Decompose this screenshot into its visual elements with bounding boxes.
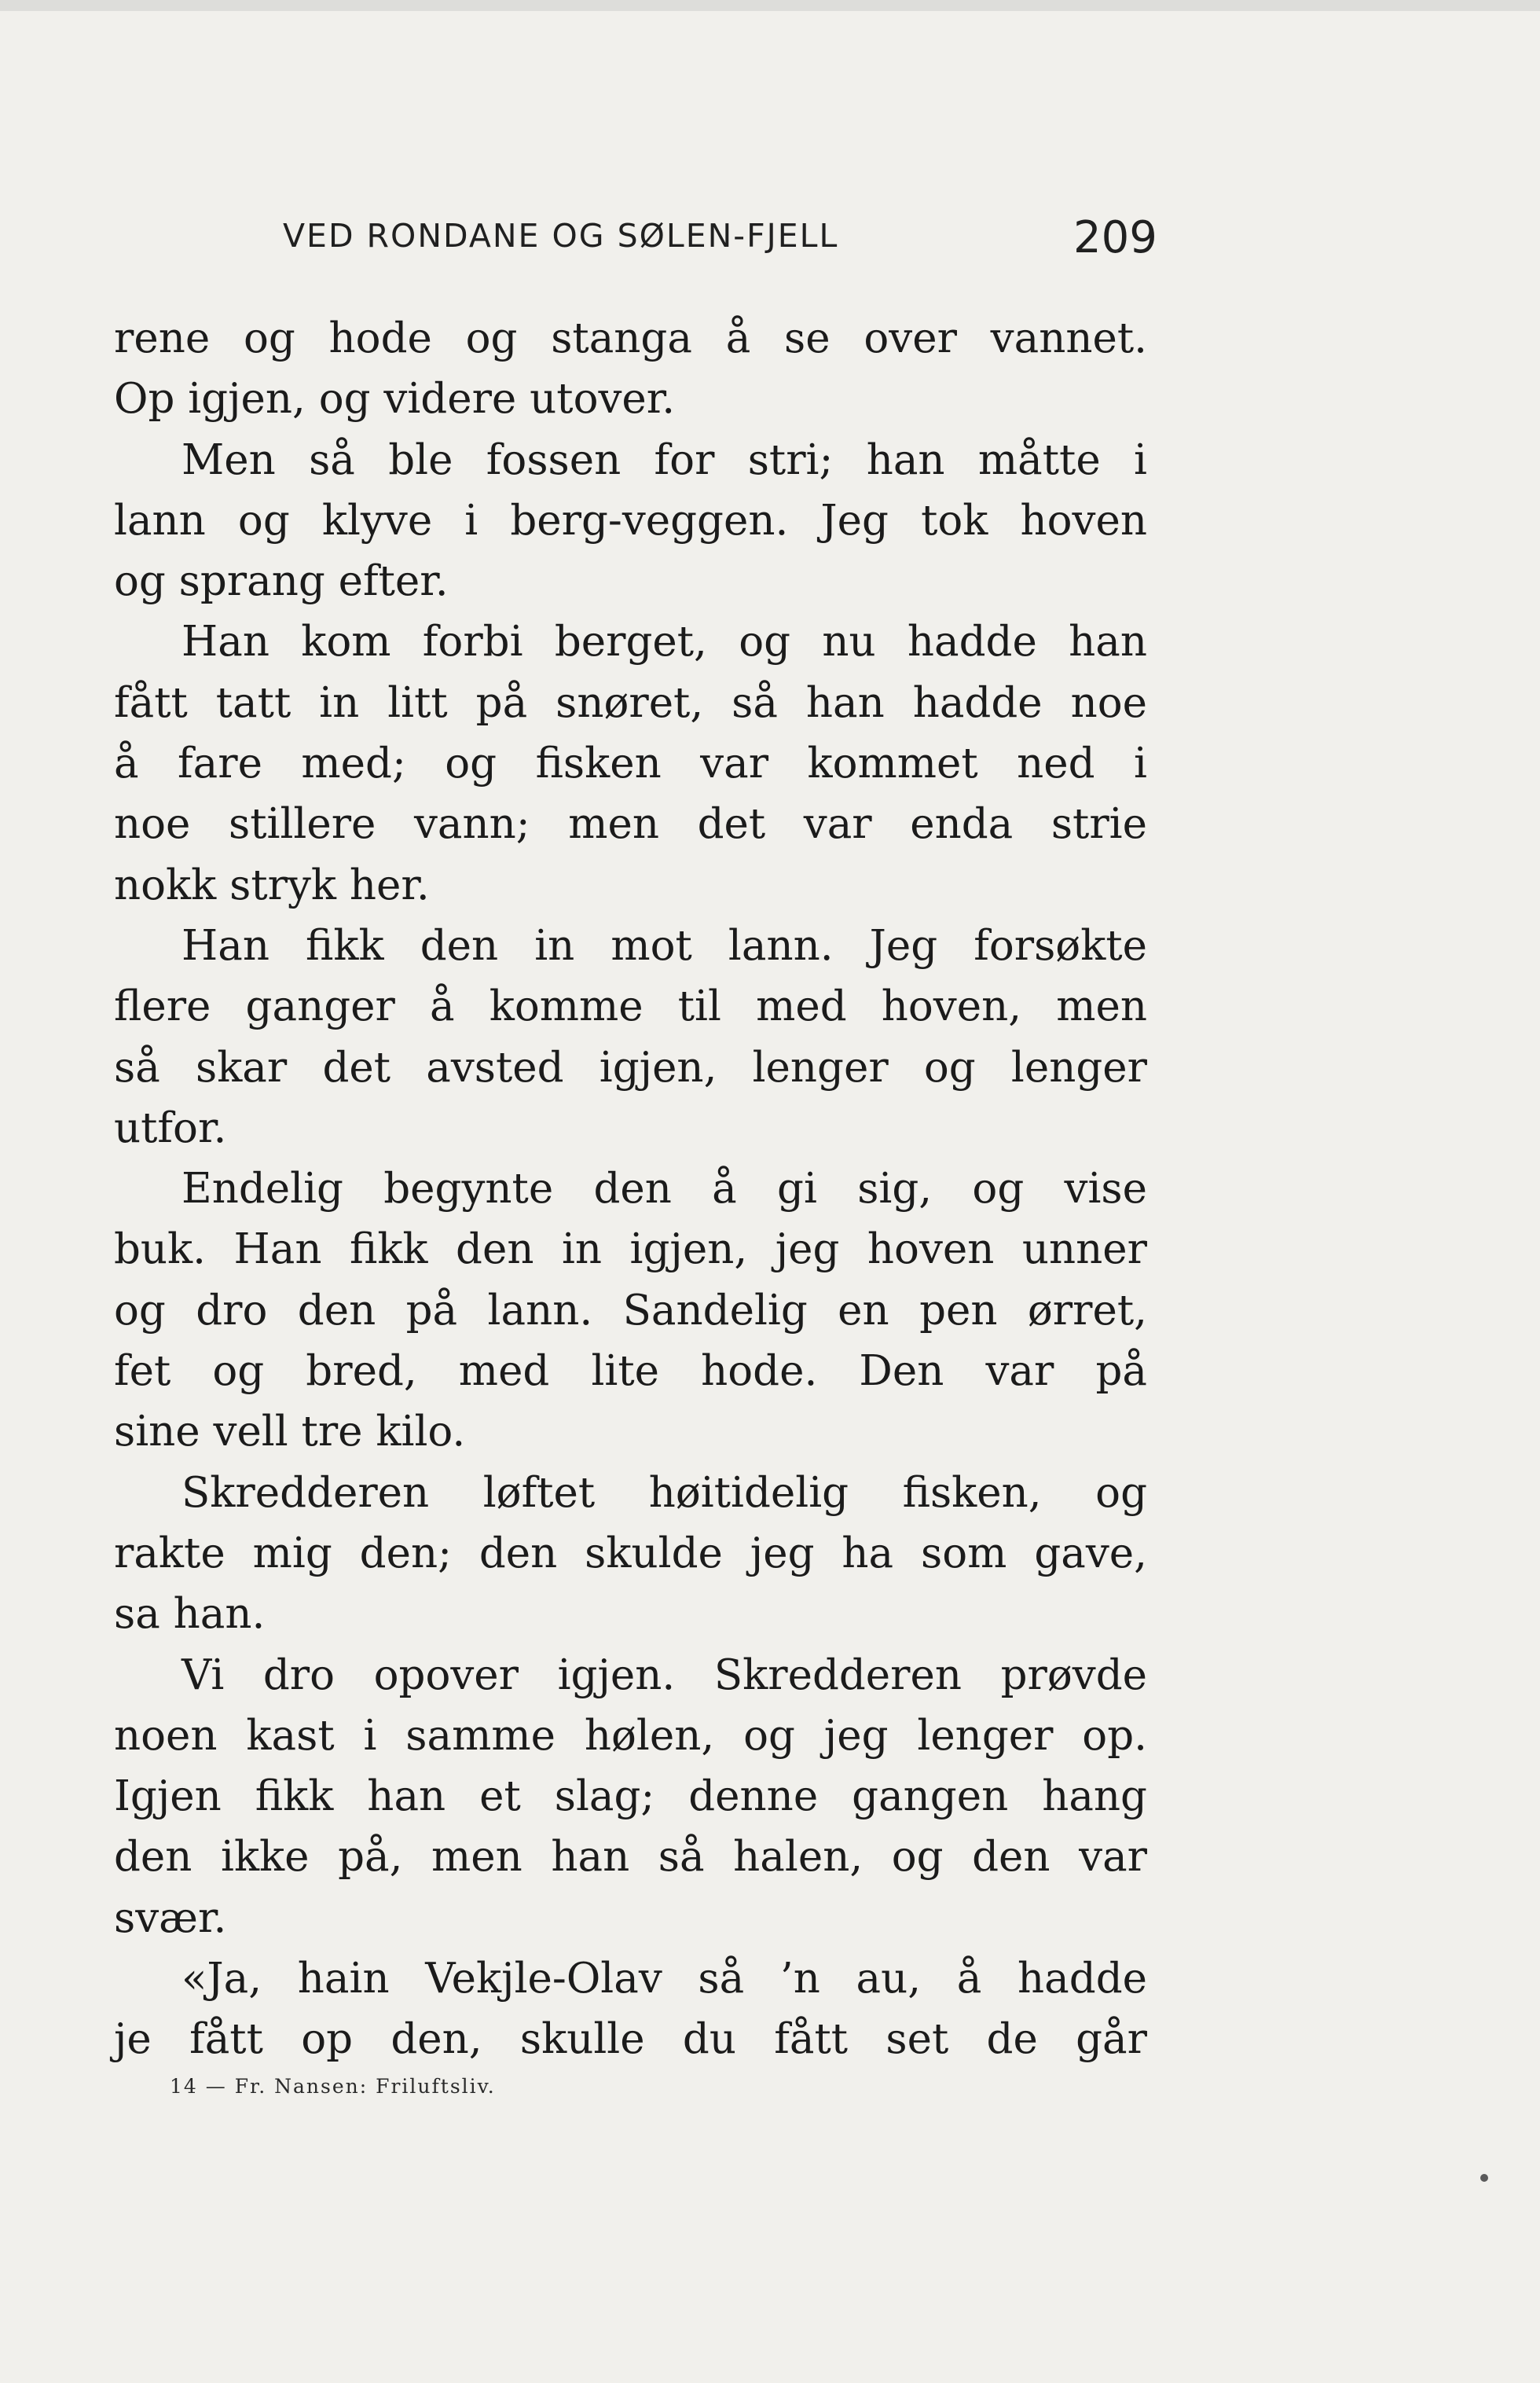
text-line: fått tatt in litt på snøret, så han hadde noe [114,678,1147,727]
printer-signature: 14 — Fr. Nansen: Friluftsliv. [170,2075,496,2098]
text-line: så skar det avsted igjen, lenger og lenger [114,1043,1147,1092]
text-line: flere ganger å komme til med hoven, men [114,982,1147,1031]
text-line: noe stillere vann; men det var enda strie [114,800,1147,849]
text-line: Han fikk den in mot lann. Jeg forsøkte [182,921,1147,970]
page-number: 209 [1073,212,1157,263]
text-line: lann og klyve i berg-veggen. Jeg tok hoven [114,496,1147,545]
running-title: VED RONDANE OG SØLEN-FJELL [283,217,839,255]
text-line: Skredderen løftet høitidelig fisken, og [182,1468,1147,1517]
ink-speck [1480,2174,1488,2182]
text-line: sine vell tre kilo. [114,1408,466,1456]
text-line: Op igjen, og videre utover. [114,375,676,424]
text-line: je fått op den, skulle du fått set de går [114,2015,1147,2064]
text-line: sa han. [114,1590,266,1639]
text-line: buk. Han fikk den in igjen, jeg hoven unner [114,1225,1147,1274]
page-top-edge [0,0,1540,11]
text-line: Endelig begynte den å gi sig, og vise [182,1165,1147,1214]
text-line: Igjen fikk han et slag; denne gangen hang [114,1772,1147,1821]
text-line: nokk stryk her. [114,861,430,909]
text-line: Han kom forbi berget, og nu hadde han [182,618,1147,666]
text-line: Vi dro opover igjen. Skredderen prøvde [182,1650,1147,1699]
text-line: og dro den på lann. Sandelig en pen ørret, [114,1286,1147,1335]
body-text [114,308,1147,2070]
text-line: å fare med; og fisken var kommet ned i [114,740,1147,788]
text-line: den ikke på, men han så halen, og den var [114,1833,1147,1882]
text-line: og sprang efter. [114,557,449,606]
text-line: noen kast i samme hølen, og jeg lenger op. [114,1711,1147,1760]
text-line: Men så ble fossen for stri; han måtte i [182,435,1147,484]
text-line: utfor. [114,1103,227,1152]
text-line: «Ja, hain Vekjle-Olav så ’n au, å hadde [182,1955,1147,2003]
text-line: rene og hode og stanga å se over vannet. [114,314,1147,362]
text-line: rakte mig den; den skulde jeg ha som gave, [114,1529,1147,1577]
text-line: fet og bred, med lite hode. Den var på [114,1347,1147,1396]
text-line: svær. [114,1893,227,1942]
